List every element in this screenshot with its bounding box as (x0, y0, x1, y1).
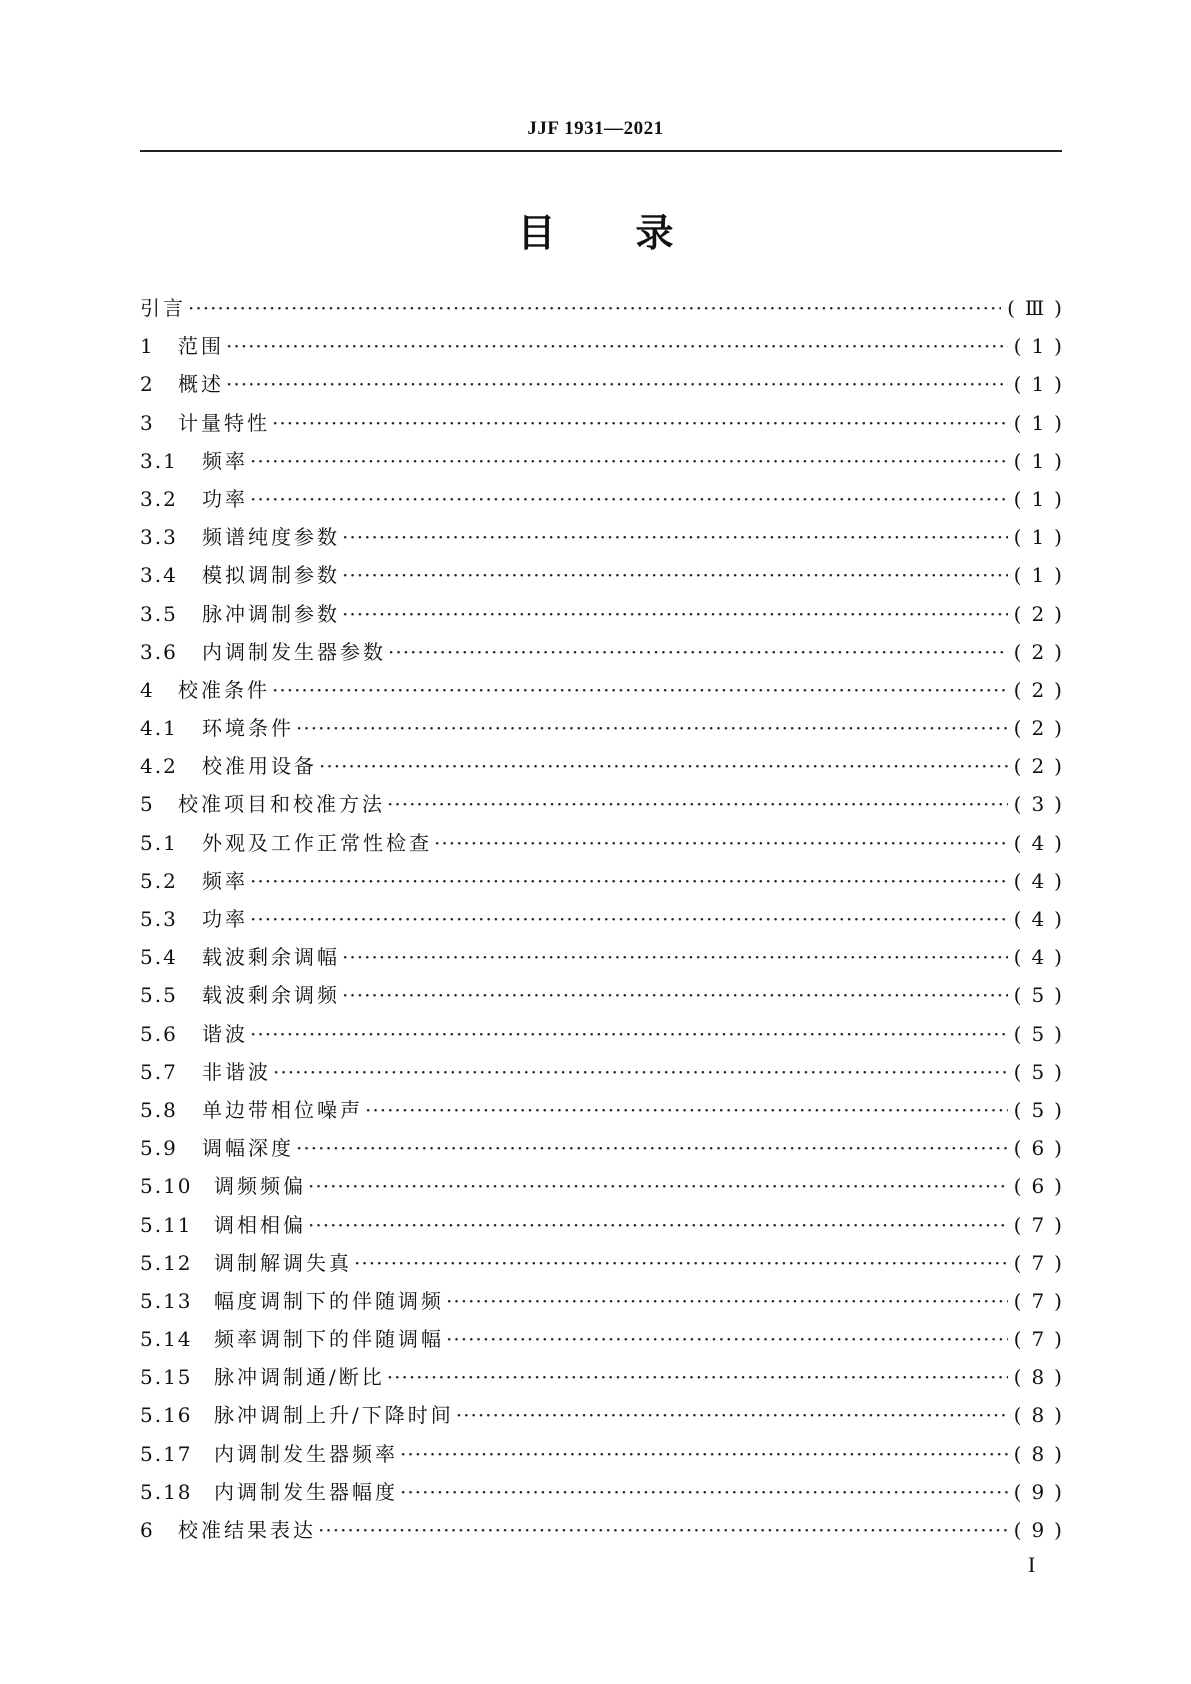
toc-entry-number: 3.2 (140, 486, 178, 511)
toc-entry-number: 5.8 (140, 1097, 178, 1122)
toc-entry[interactable] (140, 1435, 1072, 1473)
toc-entry[interactable] (140, 1244, 1072, 1282)
page-title: 目录 (517, 211, 754, 255)
toc-dot-leader (446, 1320, 1008, 1358)
toc-entry-page: (4) (1013, 830, 1072, 855)
toc-entry[interactable] (140, 938, 1072, 976)
toc-dot-leader (296, 1129, 1008, 1167)
toc-entry-label: 脉冲调制参数 (202, 601, 340, 626)
toc-entry[interactable] (140, 633, 1072, 671)
toc-entry-label: 载波剩余调幅 (202, 945, 340, 970)
toc-entry[interactable] (140, 1358, 1072, 1396)
toc-entry-page: (9) (1013, 1479, 1072, 1504)
toc-dot-leader (446, 1282, 1008, 1320)
toc-entry-label: 环境条件 (202, 716, 294, 741)
toc-entry-label: 脉冲调制通/断比 (214, 1365, 385, 1390)
toc-entry-number: 5.3 (140, 907, 178, 931)
toc-dot-leader (387, 1358, 1008, 1396)
toc-entry-number: 3.6 (140, 639, 178, 664)
toc-entry[interactable] (140, 1015, 1072, 1053)
toc-dot-leader (342, 556, 1008, 594)
toc-entry-number: 5.1 (140, 830, 178, 855)
toc-dot-leader (400, 1435, 1008, 1473)
toc-entry-page: (5) (1013, 1021, 1072, 1046)
header-rule (140, 150, 1062, 152)
toc-entry-label: 调制解调失真 (214, 1250, 352, 1275)
toc-entry[interactable] (140, 480, 1072, 518)
toc-entry[interactable] (140, 1129, 1072, 1167)
toc-entry-number: 5.11 (140, 1212, 193, 1237)
toc-entry-page: (4) (1013, 868, 1072, 893)
toc-entry-page: (8) (1013, 1365, 1072, 1390)
toc-entry[interactable] (140, 824, 1072, 862)
toc-dot-leader (388, 633, 1008, 671)
toc-entry-label: 引言 (140, 296, 186, 320)
toc-entry-page: (7) (1013, 1212, 1072, 1237)
toc-entry-page: (4) (1013, 945, 1072, 970)
toc-entry-label: 单边带相位噪声 (202, 1097, 363, 1122)
toc-entry-label: 幅度调制下的伴随调频 (214, 1288, 444, 1313)
toc-dot-leader (296, 709, 1008, 747)
toc-entry[interactable] (140, 1282, 1072, 1320)
toc-entry[interactable] (140, 1167, 1072, 1205)
toc-dot-leader (342, 595, 1008, 633)
toc-entry-page: (8) (1013, 1403, 1072, 1428)
toc-entry-label: 非谐波 (202, 1059, 271, 1084)
toc-entry-number: 3.5 (140, 601, 178, 626)
toc-entry-page: (1) (1013, 410, 1072, 435)
toc-dot-leader (188, 289, 1001, 327)
toc-entry-number: 5.17 (140, 1441, 193, 1466)
toc-entry-page: (9) (1013, 1518, 1072, 1542)
toc-entry-number: 3 (140, 410, 155, 435)
toc-entry[interactable] (140, 900, 1072, 938)
toc-entry-number: 5.12 (140, 1250, 193, 1275)
toc-entry-page: (1) (1013, 525, 1072, 550)
toc-entry-label: 模拟调制参数 (202, 563, 340, 588)
toc-dot-leader (250, 862, 1008, 900)
table-of-contents (140, 289, 1072, 1549)
toc-dot-leader (354, 1244, 1008, 1282)
toc-entry-number: 5.14 (140, 1327, 193, 1352)
toc-entry-label: 脉冲调制上升/下降时间 (214, 1403, 454, 1428)
toc-entry-label: 内调制发生器频率 (214, 1441, 398, 1466)
toc-dot-leader (226, 327, 1008, 365)
page-header: JJF 1931—2021 (527, 118, 664, 139)
toc-entry-number: 5.13 (140, 1288, 193, 1313)
toc-entry[interactable] (140, 976, 1072, 1014)
toc-entry-page: (1) (1013, 486, 1072, 511)
toc-entry-page: (5) (1013, 1097, 1072, 1122)
toc-entry[interactable] (140, 862, 1072, 900)
toc-entry-label: 校准条件 (178, 677, 270, 702)
toc-entry-label: 校准结果表达 (178, 1518, 316, 1542)
toc-entry-page: (6) (1013, 1174, 1072, 1199)
toc-entry[interactable] (140, 1511, 1072, 1549)
toc-entry-page: (6) (1013, 1136, 1072, 1161)
toc-entry[interactable] (140, 442, 1072, 480)
toc-entry-number: 5.4 (140, 945, 178, 970)
toc-entry[interactable] (140, 289, 1072, 327)
toc-entry-page: (2) (1013, 601, 1072, 626)
toc-entry-label: 频率调制下的伴随调幅 (214, 1327, 444, 1352)
toc-entry-number: 3.1 (140, 448, 178, 473)
toc-entry-number: 1 (140, 334, 155, 359)
toc-entry[interactable] (140, 671, 1072, 709)
toc-entry-label: 概述 (178, 372, 224, 397)
toc-entry-label: 频率 (202, 448, 248, 473)
toc-entry[interactable] (140, 518, 1072, 556)
page-number: I (1028, 1552, 1036, 1577)
toc-entry-number: 5.5 (140, 983, 178, 1008)
toc-entry-page: (7) (1013, 1250, 1072, 1275)
toc-dot-leader (226, 365, 1008, 403)
toc-entry-label: 谐波 (202, 1021, 248, 1046)
toc-entry-number: 3.3 (140, 525, 178, 550)
toc-entry[interactable] (140, 785, 1072, 823)
toc-dot-leader (250, 900, 1008, 938)
toc-entry-number: 5.2 (140, 868, 178, 893)
toc-entry-label: 调相相偏 (214, 1212, 306, 1237)
toc-entry-number: 5.7 (140, 1059, 178, 1084)
toc-entry-number: 5.9 (140, 1136, 178, 1161)
toc-entry[interactable] (140, 1053, 1072, 1091)
toc-dot-leader (400, 1473, 1008, 1511)
toc-entry-label: 内调制发生器幅度 (214, 1479, 398, 1504)
toc-entry-number: 5.16 (140, 1403, 193, 1428)
toc-entry-page: (Ⅲ) (1007, 296, 1072, 320)
toc-entry-label: 频率 (202, 868, 248, 893)
toc-dot-leader (342, 518, 1008, 556)
toc-entry[interactable] (140, 1396, 1072, 1434)
toc-dot-leader (308, 1167, 1008, 1205)
toc-entry-page: (7) (1013, 1288, 1072, 1313)
toc-entry-page: (2) (1013, 677, 1072, 702)
toc-entry-page: (3) (1013, 792, 1072, 817)
toc-entry-number: 3.4 (140, 563, 178, 588)
toc-entry-page: (1) (1013, 448, 1072, 473)
toc-dot-leader (456, 1396, 1008, 1434)
toc-entry[interactable] (140, 1091, 1072, 1129)
toc-entry-label: 功率 (202, 907, 248, 931)
toc-entry-label: 校准项目和校准方法 (178, 792, 385, 817)
toc-entry-page: (1) (1013, 372, 1072, 397)
toc-entry-label: 校准用设备 (202, 754, 317, 779)
toc-dot-leader (250, 442, 1008, 480)
toc-entry-number: 6 (140, 1518, 155, 1542)
toc-dot-leader (342, 938, 1008, 976)
toc-dot-leader (308, 1206, 1008, 1244)
toc-dot-leader (387, 785, 1008, 823)
toc-entry-page: (5) (1013, 1059, 1072, 1084)
toc-entry-number: 5 (140, 792, 155, 817)
toc-dot-leader (342, 976, 1008, 1014)
toc-entry-number: 2 (140, 372, 155, 397)
toc-entry[interactable] (140, 404, 1072, 442)
toc-entry[interactable] (140, 556, 1072, 594)
toc-dot-leader (434, 824, 1008, 862)
toc-entry-number: 4.2 (140, 754, 178, 779)
toc-dot-leader (365, 1091, 1008, 1129)
toc-entry-label: 计量特性 (178, 410, 270, 435)
toc-entry-page: (2) (1013, 716, 1072, 741)
toc-entry-page: (5) (1013, 983, 1072, 1008)
toc-entry[interactable] (140, 327, 1072, 365)
toc-entry-label: 功率 (202, 486, 248, 511)
toc-dot-leader (250, 480, 1008, 518)
toc-entry-page: (1) (1013, 563, 1072, 588)
toc-entry-label: 范围 (178, 334, 224, 359)
toc-entry-label: 载波剩余调频 (202, 983, 340, 1008)
toc-dot-leader (250, 1015, 1008, 1053)
toc-entry-label: 调频频偏 (214, 1174, 306, 1199)
toc-entry-page: (2) (1013, 754, 1072, 779)
toc-dot-leader (272, 671, 1008, 709)
toc-entry-label: 内调制发生器参数 (202, 639, 386, 664)
toc-entry-number: 5.6 (140, 1021, 178, 1046)
toc-entry-page: (7) (1013, 1327, 1072, 1352)
toc-dot-leader (319, 747, 1008, 785)
toc-entry-label: 频谱纯度参数 (202, 525, 340, 550)
toc-entry[interactable] (140, 1473, 1072, 1511)
toc-entry[interactable] (140, 1320, 1072, 1358)
toc-entry-page: (2) (1013, 639, 1072, 664)
toc-dot-leader (273, 1053, 1008, 1091)
toc-entry-label: 调幅深度 (202, 1136, 294, 1161)
toc-entry[interactable] (140, 365, 1072, 403)
toc-dot-leader (318, 1511, 1008, 1549)
toc-dot-leader (272, 404, 1008, 442)
toc-entry[interactable] (140, 709, 1072, 747)
toc-entry[interactable] (140, 1206, 1072, 1244)
toc-entry-label: 外观及工作正常性检查 (202, 830, 432, 855)
toc-entry-number: 4.1 (140, 716, 178, 741)
toc-entry-page: (4) (1013, 907, 1072, 931)
toc-entry-number: 5.18 (140, 1479, 193, 1504)
toc-entry-number: 4 (140, 677, 155, 702)
toc-entry[interactable] (140, 747, 1072, 785)
toc-entry-page: (1) (1013, 334, 1072, 359)
toc-entry[interactable] (140, 595, 1072, 633)
toc-entry-number: 5.15 (140, 1365, 193, 1390)
toc-entry-page: (8) (1013, 1441, 1072, 1466)
toc-entry-number: 5.10 (140, 1174, 193, 1199)
